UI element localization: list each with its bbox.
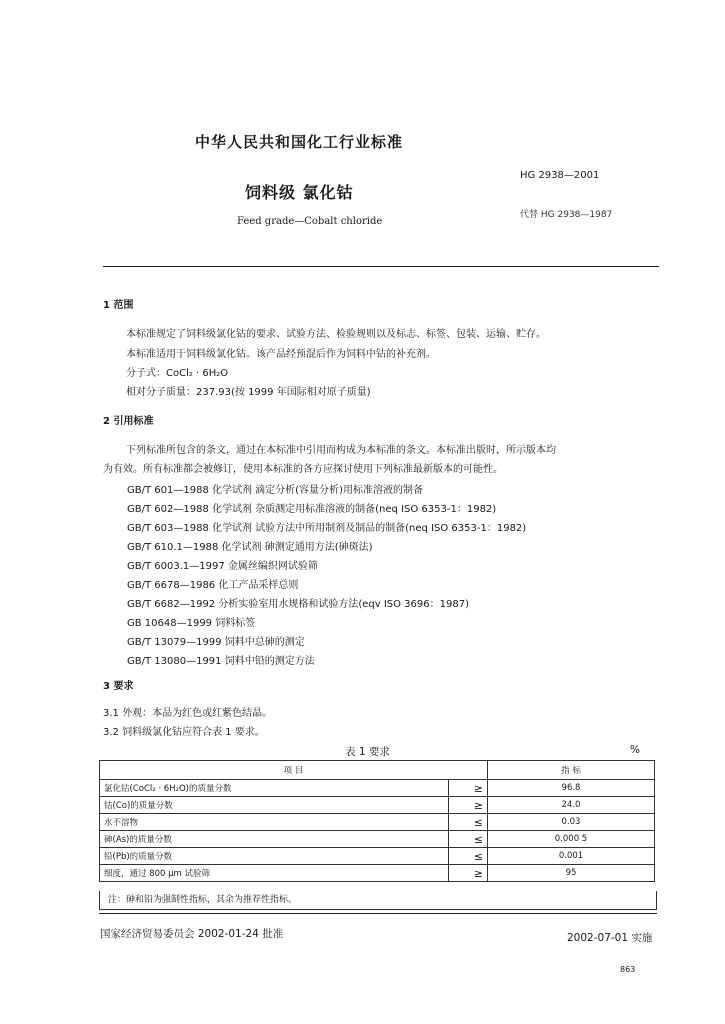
approval-statement: 国家经济贸易委员会 2002-01-24 批准 bbox=[100, 928, 284, 940]
comparison-symbol: ≥ bbox=[449, 780, 488, 797]
table-row bbox=[100, 797, 655, 814]
comparison-symbol: ≥ bbox=[449, 797, 488, 814]
effective-date: 2002-07-01 实施 bbox=[567, 932, 653, 944]
value-cell: 24.0 bbox=[488, 797, 655, 814]
section1-heading: 1 范围 bbox=[103, 300, 134, 311]
item-cell: 水不溶物 bbox=[100, 814, 449, 831]
reference-standard: GB/T 13079—1999 饲料中总砷的测定 bbox=[127, 637, 305, 648]
value-cell: 96.8 bbox=[488, 780, 655, 797]
standard-code: HG 2938—2001 bbox=[520, 170, 600, 181]
reference-standard: GB/T 610.1—1988 化学试剂 砷测定通用方法(砷斑法) bbox=[127, 542, 373, 553]
section2-paragraph: 下列标准所包含的条文，通过在本标准中引用而构成为本标准的条文。本标准出版时，所示版本均 bbox=[126, 445, 556, 456]
requirement-3-2: 3.2 饲料级氯化钴应符合表 1 要求。 bbox=[103, 727, 265, 738]
comparison-symbol: ≤ bbox=[449, 814, 488, 831]
section1-line: 相对分子质量：237.93(按 1999 年国际相对原子质量) bbox=[126, 387, 371, 398]
table-row bbox=[100, 848, 655, 865]
value-cell: 0.03 bbox=[488, 814, 655, 831]
section1-line: 分子式：CoCl₂ · 6H₂O bbox=[126, 368, 229, 379]
item-cell: 细度，通过 800 μm 试验筛 bbox=[100, 865, 449, 882]
section2-paragraph: 为有效。所有标准都会被修订，使用本标准的各方应探讨使用下列标准最新版本的可能性。 bbox=[103, 464, 503, 475]
table-note: 注：砷和铅为强制性指标，其余为推荐性指标。 bbox=[99, 891, 657, 910]
org-title: 中华人民共和国化工行业标准 bbox=[195, 133, 404, 151]
item-cell: 氯化钴(CoCl₂ · 6H₂O)的质量分数 bbox=[100, 780, 449, 797]
document-title: 饲料级 氯化钴 bbox=[245, 183, 354, 202]
section2-heading: 2 引用标准 bbox=[103, 416, 154, 427]
column-header-item: 项 目 bbox=[100, 761, 488, 780]
header-divider bbox=[103, 266, 659, 267]
comparison-symbol: ≤ bbox=[449, 831, 488, 848]
table-row bbox=[100, 865, 655, 882]
comparison-symbol: ≥ bbox=[449, 865, 488, 882]
page-number: 863 bbox=[620, 965, 636, 974]
section3-heading: 3 要求 bbox=[103, 681, 134, 692]
item-cell: 铅(Pb)的质量分数 bbox=[100, 848, 449, 865]
reference-standard: GB/T 6682—1992 分析实验室用水规格和试验方法(eqv ISO 3696：1987) bbox=[127, 599, 469, 610]
value-cell: 95 bbox=[488, 865, 655, 882]
section1-line: 本标准规定了饲料级氯化钴的要求、试验方法、检验规则以及标志、标签、包装、运输、贮存。 bbox=[126, 329, 546, 340]
table-header-row bbox=[100, 761, 655, 780]
table-row bbox=[100, 814, 655, 831]
item-cell: 钴(Co)的质量分数 bbox=[100, 797, 449, 814]
reference-standard: GB 10648—1999 饲料标签 bbox=[127, 618, 256, 629]
table-caption: 表 1 要求 bbox=[345, 746, 390, 758]
reference-standard: GB/T 13080—1991 饲料中铅的测定方法 bbox=[127, 656, 315, 667]
english-title: Feed grade—Cobalt chloride bbox=[237, 216, 383, 227]
value-cell: 0.001 bbox=[488, 848, 655, 865]
value-cell: 0.000 5 bbox=[488, 831, 655, 848]
reference-standard: GB/T 6003.1—1997 金属丝编织网试验筛 bbox=[127, 561, 318, 572]
reference-standard: GB/T 6678—1986 化工产品采样总则 bbox=[127, 580, 299, 591]
reference-standard: GB/T 603—1988 化学试剂 试验方法中所用制剂及制品的制备(neq ISO 6353-1：1982) bbox=[127, 523, 527, 534]
footer-divider bbox=[99, 913, 657, 914]
comparison-symbol: ≤ bbox=[449, 848, 488, 865]
requirements-table bbox=[99, 760, 655, 882]
table-unit: % bbox=[630, 744, 640, 756]
item-cell: 砷(As)的质量分数 bbox=[100, 831, 449, 848]
requirement-3-1: 3.1 外观：本品为红色或红紫色结晶。 bbox=[103, 708, 273, 719]
replaces-note: 代替 HG 2938—1987 bbox=[520, 210, 613, 220]
table-row bbox=[100, 831, 655, 848]
section1-line: 本标准适用于饲料级氯化钴。该产品经预混后作为饲料中钴的补充剂。 bbox=[126, 349, 436, 360]
table-row bbox=[100, 780, 655, 797]
reference-standard: GB/T 601—1988 化学试剂 滴定分析(容量分析)用标准溶液的制备 bbox=[127, 485, 423, 496]
reference-standard: GB/T 602—1988 化学试剂 杂质测定用标准溶液的制备(neq ISO 6353-1：1982) bbox=[127, 504, 497, 515]
column-header-value: 指 标 bbox=[488, 761, 655, 780]
